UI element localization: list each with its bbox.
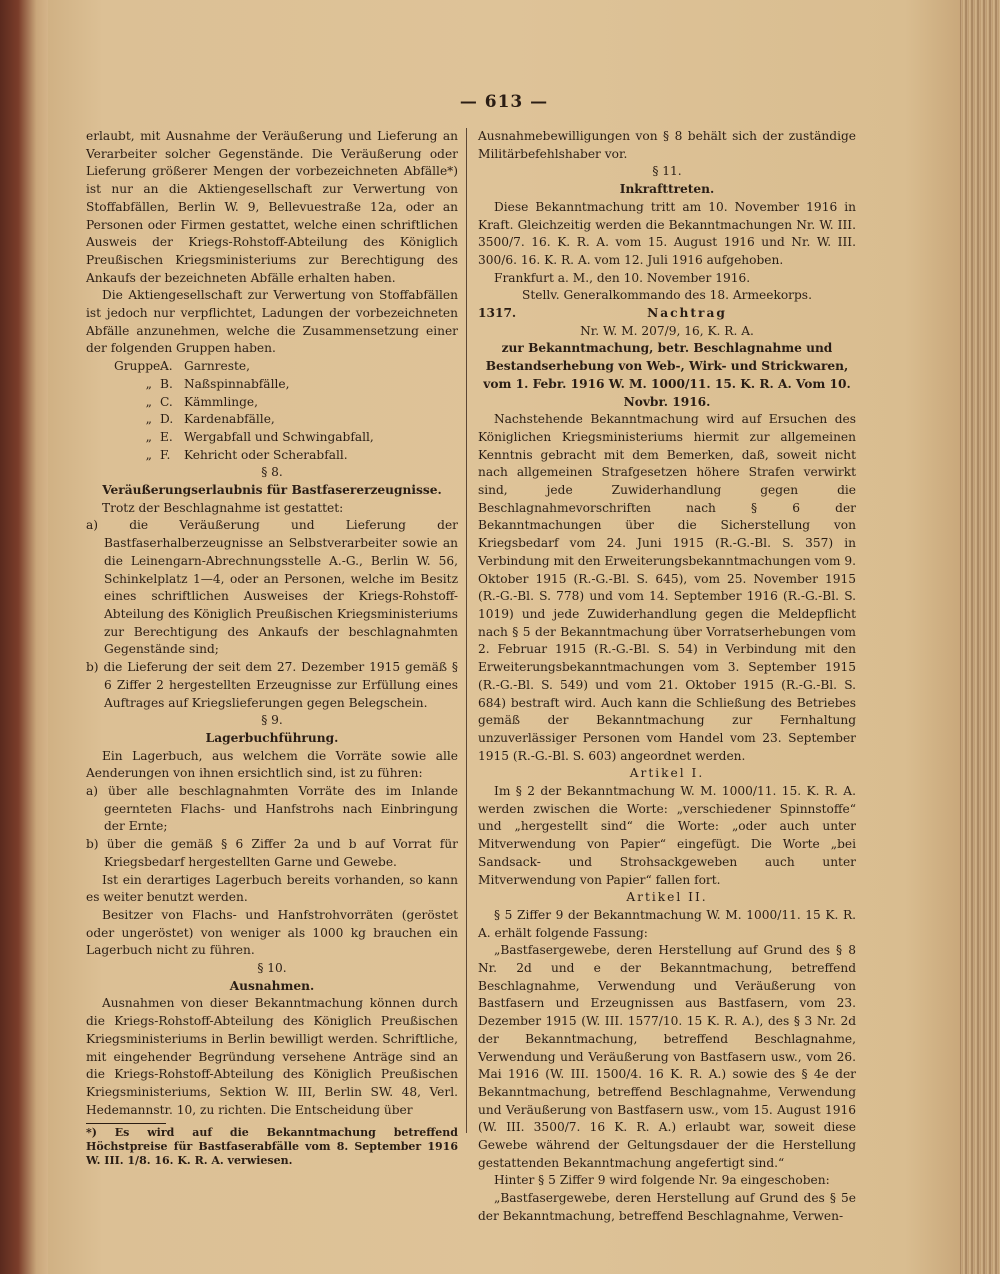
article-title: Artikel I. [629,766,705,781]
section-number: § 9. [261,713,283,728]
list-item: „ E. Wergabfall und Schwingabfall, [145,429,374,444]
section-heading: Ausnahmen. [229,978,315,993]
page-number: — 613 — [459,92,549,112]
paragraph: Im § 2 der Bekanntmachung W. M. 1000/11. 15. K. R. A. werden zwischen die Worte: „verschiedener Spinnstoffe“ und „hergestellt sind“ die Worte: „oder auch unter Mitverwendung von Papier“ eingefügt. Die Worte „bei Sandsack- und Strohsackgeweben auch unter Mitverwendung von Papier“ fallen fort. [478,784,856,887]
paragraph: erlaubt, mit Ausnahme der Veräußerung und Lieferung an Verarbeiter solcher Gegenstände. Die Veräußerung oder Lieferung größerer Mengen der vorbezeichneten Abfälle*) ist nur an die Aktiengesellschaft zur Verwertung von Stoffabfällen, Berlin W. 9, Bellevuestraße 12a, oder an Personen oder Firmen gestattet, welche einen schriftlichen Ausweis der Kriegs-Rohstoff-Abteilung des Königlich Preußischen Kriegsministeriums zur Berechtigung des Ankaufs der bezeichneten Abfälle erhalten haben. [86,129,458,285]
left-column [86,128,458,1168]
section-heading: Veräußerungserlaubnis für Bastfasererzeugnisse. [102,483,442,498]
paragraph: Ist ein derartiges Lagerbuch bereits vorhanden, so kann es weiter benutzt werden. [86,872,458,905]
list-item: „ D. Kardenabfälle, [145,412,275,427]
list-item: a) über alle beschlagnahmten Vorräte des im Inlande geernteten Flachs- und Hanfstrohs nach Einbringung der Ernte; [86,784,458,834]
group-list [86,358,458,464]
book-page-edges-right [956,0,1000,1274]
book-binding-left [0,0,52,1274]
nachtrag-header [478,305,856,323]
footnote-divider [86,1123,166,1124]
quoted-text: „Bastfasergewebe, deren Herstellung auf Grund des § 5e der Bekanntmachung, betreffend Beschlagnahme, Verwen- [478,1191,856,1223]
list-item: b) über die gemäß § 6 Ziffer 2a und b auf Vorrat für Kriegsbedarf hergestellten Garne und Gewebe. [86,837,458,869]
list-item: a) die Veräußerung und Lieferung der Bastfaserhalberzeugnisse an Selbstverarbeiter sowie an die Leinengarn-Abrechnungsstelle A.-G., Berlin W. 56, Schinkelplatz 1—4, oder an Personen, welche im Besitz eines schriftlichen Ausweises der Kriegs-Rohstoff-Abteilung des Königlich Preußischen Kriegsministeriums zur Berechtigung des Ankaufs der beschlagnahmten Gegenstände sind; [86,518,458,657]
right-column [478,128,856,1226]
paragraph: Diese Bekanntmachung tritt am 10. November 1916 in Kraft. Gleichzeitig werden die Bekanntmachungen Nr. W. III. 3500/7. 16. K. R. A. vom 15. August 1916 und Nr. W. III. 300/6. 16. K. R. A. vom 12. Juli 1916 aufgehoben. [478,199,856,267]
section-heading: Lagerbuchführung. [205,730,339,745]
paragraph: Ausnahmebewilligungen von § 8 behält sich der zuständige Militärbefehlshaber vor. [478,129,856,161]
list-item: „ B. Naßspinnabfälle, [145,376,290,391]
quoted-text: „Bastfasergewebe, deren Herstellung auf Grund des § 8 Nr. 2d und e der Bekanntmachung, betreffend Beschlagnahme, Verwendung und Veräußerung von Bastfasern und Erzeugnissen aus Bastfasern, vom 23. Dezember 1915 (W. III. 1577/10. 15 K. R. A.), des § 3 Nr. 2d der Bekanntmachung, betreffend Beschlagnahme, Verwendung und Veräußerung von Bastfasern usw., vom 26. Mai 1916 (W. III. 1500/4. 16 K. R. A.) sowie des § 4e der Bekanntmachung, betreffend Beschlagnahme, Verwendung und Veräußerung von Bastfasern usw., vom 15. August 1916 (W. III. 3500/7. 16 K. R. A.) erlaubt war, soweit diese Gewebe während der Geltungsdauer der die Herstellung gestattenden Bekanntmachung angefertigt sind.“ [478,943,856,1170]
section-number: § 11. [652,164,682,179]
paragraph: Nachstehende Bekanntmachung wird auf Ersuchen des Königlichen Kriegsministeriums hiermit zur allgemeinen Kenntnis gebracht mit dem Bemerken, daß, soweit nicht nach allgemeinen Strafgesetzen höhere Strafen verwirkt sind, jede Zuwiderhandlung gegen die Beschlagnahmevorschriften nach § 6 der Bekanntmachungen über die Sicherstellung von Kriegsbedarf vom 24. Juni 1915 (R.-G.-Bl. S. 357) in Verbindung mit den Erweiterungsbekanntmachungen vom 9. Oktober 1915 (R.-G.-Bl. S. 645), vom 25. November 1915 (R.-G.-Bl. S. 778) und vom 14. September 1916 (R.-G.-Bl. S. 1019) und jede Zuwiderhandlung gegen die Meldepflicht nach § 5 der Bekanntmachung über Vorratserhebungen vom 2. Februar 1915 (R.-G.-Bl. S. 54) in Verbindung mit den Erweiterungsbekanntmachungen vom 3. September 1915 (R.-G.-Bl. S. 549) und vom 21. Oktober 1915 (R.-G.-Bl. S. 684) bestraft wird. Auch kann die Schließung des Betriebes gemäß der Bekanntmachung zur Fernhaltung unzuverlässiger Personen vom Handel vom 23. September 1915 (R.-G.-Bl. S. 603) angeordnet werden. [478,412,856,763]
section-heading: Inkrafttreten. [619,182,715,197]
paragraph: Ein Lagerbuch, aus welchem die Vorräte sowie alle Aenderungen von ihnen ersichtlich sind, ist zu führen: [86,748,458,781]
column-divider [466,128,467,1133]
signature: Stellv. Generalkommando des 18. Armeekorps. [522,288,812,303]
list-item: Gruppe A. Garnreste, [114,359,250,374]
paragraph: Hinter § 5 Ziffer 9 wird folgende Nr. 9a eingeschoben: [494,1173,830,1188]
nachtrag-reference: Nr. W. M. 207/9, 16, K. R. A. [580,323,754,338]
paragraph: Die Aktiengesellschaft zur Verwertung von Stoffabfällen ist jedoch nur verpflichtet, Ladungen der vorbezeichneten Abfälle anzunehmen, welche die Zusammensetzung einer der folgenden Gruppen haben. [86,288,458,356]
article-title: Artikel II. [626,890,708,905]
section-number: § 10. [257,961,287,976]
place-date: Frankfurt a. M., den 10. November 1916. [494,270,751,285]
footnote: *) Es wird auf die Bekanntmachung betreffend Höchstpreise für Bastfaserabfälle vom 8. September 1916 W. III. 1/8. 16. K. R. A. verwiesen. [86,1126,458,1168]
list-item: „ F. Kehricht oder Scherabfall. [145,447,348,462]
document-page [48,0,960,1274]
list-item: b) die Lieferung der seit dem 27. Dezember 1915 gemäß § 6 Ziffer 2 hergestellten Erzeugnisse zur Erfüllung eines Auftrages auf Kriegslieferungen gegen Belegschein. [86,660,458,710]
section-number: § 8. [261,465,283,480]
paragraph: Ausnahmen von dieser Bekanntmachung können durch die Kriegs-Rohstoff-Abteilung des Königlich Preußischen Kriegsministeriums in Berlin bewilligt werden. Schriftliche, mit eingehender Begründung versehene Anträge sind an die Kriegs-Rohstoff-Abteilung des Königlich Preußischen Kriegsministeriums, Sektion W. III, Berlin SW. 48, Verl. Hedemannstr. 10, zu richten. Die Entscheidung über [86,996,458,1117]
paragraph: Besitzer von Flachs- und Hanfstrohvorräten (geröstet oder ungeröstet) von weniger als 1000 kg brauchen ein Lagerbuch nicht zu führen. [86,907,458,958]
nachtrag-subject: zur Bekanntmachung, betr. Beschlagnahme und Bestandserhebung von Web-, Wirk- und Strickwaren, vom 1. Febr. 1916 W. M. 1000/11. 15. K. R. A. Vom 10. Novbr. 1916. [483,341,851,409]
paragraph: Trotz der Beschlagnahme ist gestattet: [102,500,344,515]
nachtrag-title: Nachtrag [647,306,727,321]
paragraph: § 5 Ziffer 9 der Bekanntmachung W. M. 1000/11. 15 K. R. A. erhält folgende Fassung: [478,907,856,940]
announcement-number: 1317. [478,306,517,321]
list-item: „ C. Kämmlinge, [145,394,259,409]
